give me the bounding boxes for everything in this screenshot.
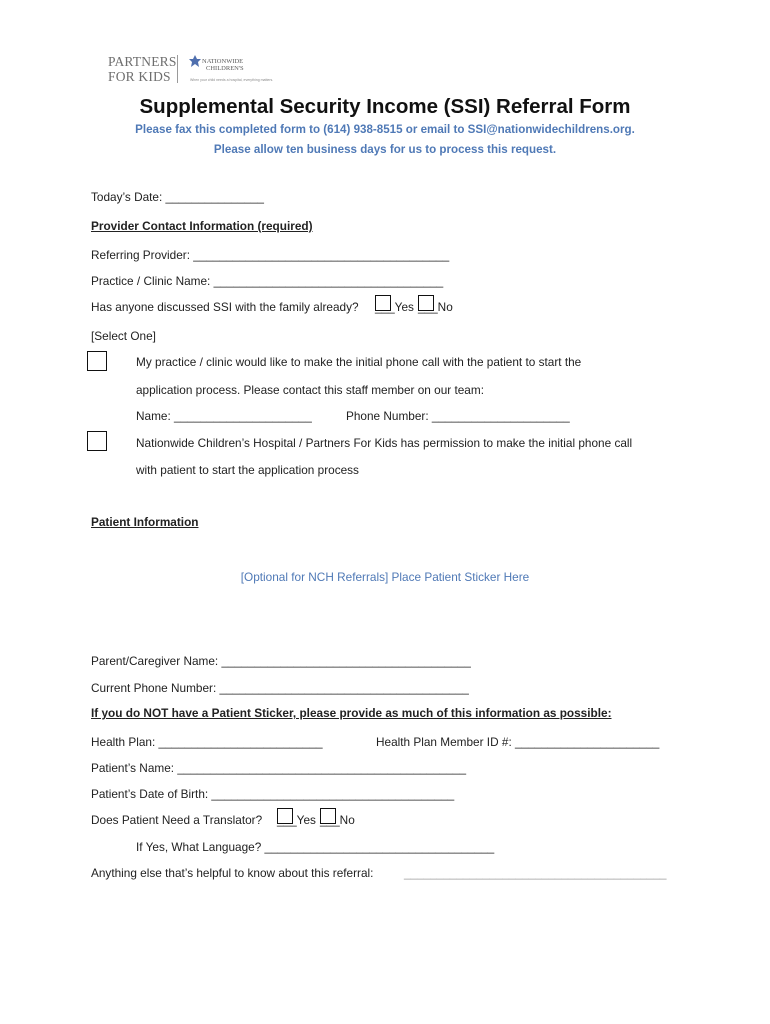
logo-nationwide-text: NATIONWIDE [202,58,244,65]
member-id-field[interactable]: Health Plan Member ID #: ______________________ [376,735,660,749]
option-practice-call-checkbox[interactable] [87,351,107,371]
form-title: Supplemental Security Income (SSI) Referral Form [139,95,631,118]
option-practice-call-text-cont: application process. Please contact this staff member on our team: [136,383,484,397]
patient-dob-field[interactable]: Patient’s Date of Birth: _____________________________________ [91,787,455,801]
discussed-yes-label: ___Yes [375,300,414,314]
translator-yes-label: ___Yes [277,813,316,827]
patient-section-heading: Patient Information [91,515,199,529]
logo-divider [177,55,178,83]
additional-info-label: Anything else that’s helpful to know about this referral: [91,866,374,880]
additional-info-field[interactable]: ________________________________________ [404,866,667,880]
provider-section-heading: Provider Contact Information (required) [91,219,313,233]
current-phone-field[interactable]: Current Phone Number: ______________________________________ [91,681,469,695]
no-sticker-heading: If you do NOT have a Patient Sticker, please provide as much of this information as possible: [91,706,612,720]
logo-for-kids-text: FOR KIDS [108,69,171,84]
staff-name-field[interactable]: Name: _____________________ [136,409,312,423]
logo-partners-for-kids-text [108,54,177,84]
option-practice-call-text: My practice / clinic would like to make the initial phone call with the patient to start the [136,355,582,369]
logo-partners-text: PARTNERS [108,54,177,69]
translator-no-label: ___No [320,813,355,827]
option-nch-call-checkbox[interactable] [87,431,107,451]
option-nch-call-text: Nationwide Children’s Hospital / Partners For Kids has permission to make the initial phone call [136,436,633,450]
translator-question: Does Patient Need a Translator? [91,813,263,827]
discussed-no-label: ___No [418,300,453,314]
parent-name-field[interactable]: Parent/Caregiver Name: ______________________________________ [91,654,471,668]
translator-language-field[interactable]: If Yes, What Language? ___________________________________ [136,840,495,854]
fax-instruction: Please fax this completed form to (614) 938-8515 or email to SSI@nationwidechildrens.org. [135,123,635,136]
logo-nationwide-childrens-text [202,58,244,72]
patient-sticker-placeholder: [Optional for NCH Referrals] Place Patient Sticker Here [240,570,530,584]
todays-date-field[interactable]: Today’s Date: _______________ [91,190,264,204]
option-nch-call-text-cont: with patient to start the application process [136,463,359,477]
partners-for-kids-logo [104,50,274,90]
logo-tagline: When your child needs a hospital, everything matters. [190,78,274,82]
health-plan-field[interactable]: Health Plan: _________________________ [91,735,323,749]
select-one-label: [Select One] [91,329,156,343]
practice-name-field[interactable]: Practice / Clinic Name: ___________________________________ [91,274,444,288]
processing-note: Please allow ten business days for us to process this request. [213,143,557,156]
staff-phone-field[interactable]: Phone Number: _____________________ [346,409,570,423]
discussed-question: Has anyone discussed SSI with the family already? [91,300,359,314]
nationwide-childrens-mark-icon [188,54,202,70]
referring-provider-field[interactable]: Referring Provider: _______________________________________ [91,248,450,262]
patient-name-field[interactable]: Patient’s Name: ____________________________________________ [91,761,467,775]
logo-childrens-text: CHILDREN'S [206,65,244,72]
